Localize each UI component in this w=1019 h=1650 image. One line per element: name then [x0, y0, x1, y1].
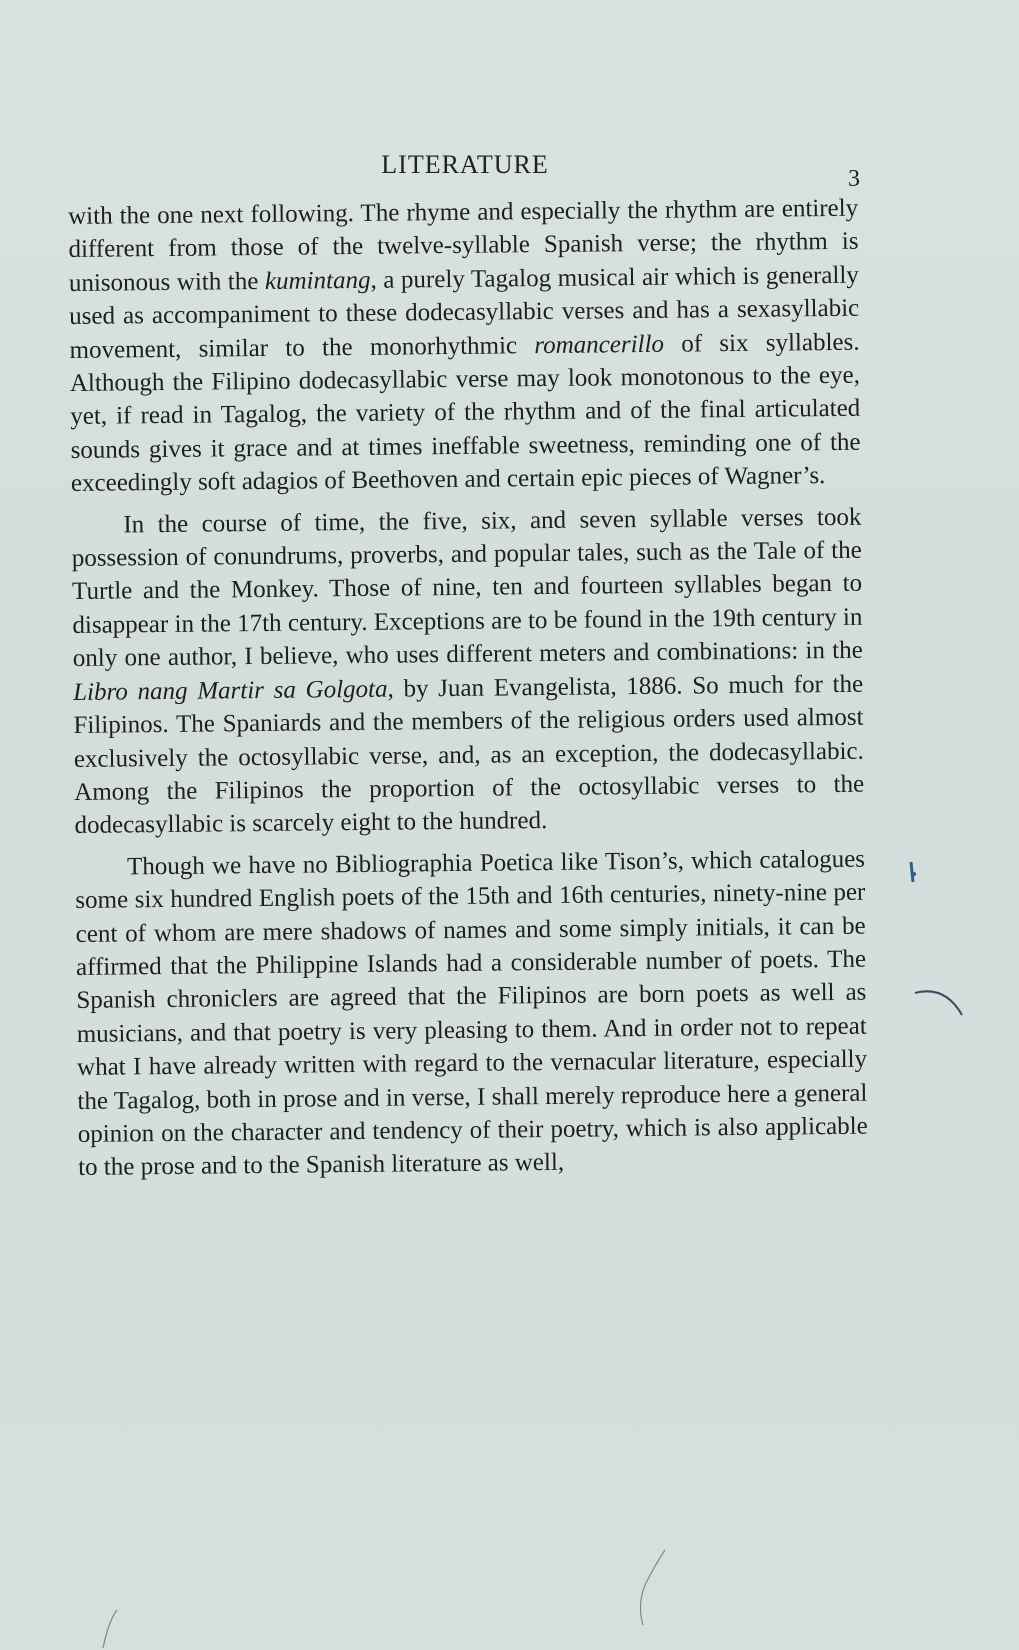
text-run: Though we have no Bibliographia Poetica like Tison’s, which catalogues some six hundred English poets of the 15th and 16th centuries, ninety-nine per cent of whom are mere shadows of names and some simply initials, it can be affirmed that the Philippine Islands had a considerable number of poets. The Spanish chroniclers are agreed that the Filipinos are born poets as well as musicians, and that poetry is very pleasing to them. And in order not to repeat what I have already written with regard to the vernacular literature, especially the Tagalog, both in prose and in verse, I shall merely reproduce here a general opinion on the character and tendency of their poetry, which is also applicable to the prose and to the Spanish literature as well, — [75, 845, 868, 1182]
pencil-arc-mark — [910, 985, 970, 1035]
italic-text: kumintang — [264, 266, 371, 295]
italic-text: Libro nang Martir sa Golgota — [73, 675, 388, 706]
ink-squiggle-mark — [625, 1545, 685, 1635]
italic-text: romancerillo — [534, 330, 665, 359]
text-run: In the course of time, the five, six, and seven syllable verses took possession of conundrums, proverbs, and popular tales, such as the Tale of the Turtle and the Monkey. Those of nine, ten and fourteen syllables began to disappear in the 17th century. Exceptions are to be found in the 19th century in only one author, I believe, who uses different meters and combinations: in the — [71, 503, 863, 673]
running-head — [70, 150, 860, 190]
body-text — [68, 192, 868, 1193]
page-number: 3 — [848, 166, 860, 192]
text-run: with the one next following. The rhyme and especially the rhythm are entirely different from those of the twelve-syllable Spanish verse; the rhythm is unisonous with the — [68, 194, 859, 297]
paragraph — [68, 192, 861, 501]
paragraph — [71, 500, 864, 842]
running-title: LITERATURE — [381, 150, 549, 179]
pencil-tick-mark — [905, 860, 925, 940]
text-run: , a purely Tagalog musical air which is generally used as accompaniment to these dodecasyllabic verses and has a sexasyllabic movement, similar to the monorhythmic — [69, 261, 860, 364]
text-run: of six syllables. Although the Filipino dodecasyllabic verse may look monotonous to the eye, yet, if read in Tagalog, the variety of the rhythm and of the final articulated sounds gives it grace and at times ineffable sweetness, reminding one of the exceedingly soft adagios of Beethoven and certain epic pieces of Wagner’s. — [69, 328, 861, 498]
ink-corner-mark — [95, 1600, 135, 1650]
text-run: , by Juan Evangelista, 1886. So much for the Filipinos. The Spaniards and the members of the religious orders used almost exclusively the octosyllabic verse, and, as an exception, the dodecasyllabic. Among the Filipinos the proportion of the octosyllabic verses to the dodecasyllabic is scarcely eight to the hundred. — [73, 670, 865, 840]
paragraph — [75, 842, 868, 1184]
